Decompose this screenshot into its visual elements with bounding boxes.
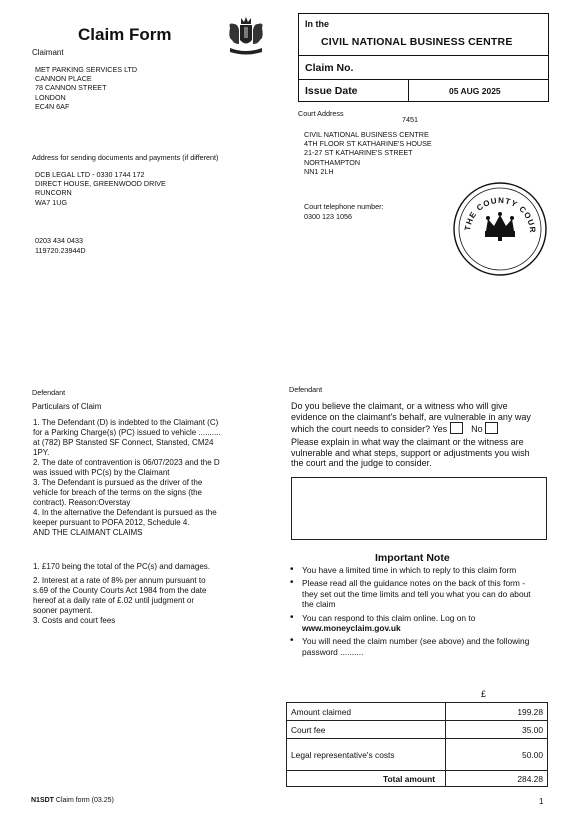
particulars-paragraph: 4. In the alternative the Defendant is pursued as the keeper pursuant to POFA 2012, Schedule 4. — [33, 508, 217, 527]
page-number: 1 — [539, 797, 544, 806]
particulars-paragraph: 3. The Defendant is pursued as the driver of the vehicle for breach of the terms on the signs (the contract). Reason:Overstay — [33, 478, 203, 507]
claimant-line: CANNON PLACE — [35, 74, 92, 84]
docs-address-line: DIRECT HOUSE, GREENWOOD DRIVE — [35, 179, 166, 189]
vulnerability-question — [291, 401, 541, 435]
yes-checkbox[interactable] — [450, 422, 463, 434]
vulnerability-explanation-box[interactable] — [291, 477, 547, 540]
vulnerability-question-text: Do you believe the claimant, or a witness who will give evidence on the claimant's behalf, are vulnerable in any way which the court needs to consider? — [291, 401, 531, 435]
footer-form-id — [31, 797, 114, 804]
right-defendant-label: Defendant — [289, 385, 323, 394]
amount-label: Court fee — [287, 721, 446, 739]
issue-date-label: Issue Date — [305, 85, 358, 97]
claim-item: 2. Interest at a rate of 8% per annum pursuant to s.69 of the County Courts Act 1984 from the date hereof at a daily rate of £.02 until judgment or sooner payment. — [33, 576, 207, 615]
court-header-box — [298, 13, 549, 102]
footer-form-code: N1SDT — [31, 797, 54, 804]
court-address-line: CIVIL NATIONAL BUSINESS CENTRE — [304, 130, 429, 139]
amount-label: Total amount — [287, 771, 446, 787]
claim-item: 3. Costs and court fees — [33, 616, 116, 625]
docs-address-label: Address for sending documents and payments (if different) — [32, 153, 219, 162]
amount-label: Legal representative's costs — [287, 739, 446, 771]
note-item: • You have a limited time in which to reply to this claim form — [290, 565, 542, 575]
docs-reference: 119720.23944D — [35, 246, 86, 255]
court-address-line: NN1 2LH — [304, 166, 334, 176]
particulars-label: Particulars of Claim — [32, 402, 102, 411]
claim-item: 1. £170 being the total of the PC(s) and damages. — [33, 562, 211, 571]
no-checkbox[interactable] — [485, 422, 498, 434]
court-phone: 0300 123 1056 — [304, 212, 352, 221]
amount-label: Amount claimed — [287, 703, 446, 721]
note-item: • You can respond to this claim online. Log on to www.moneyclaim.gov.uk — [290, 613, 542, 634]
court-address-line: 21-27 ST KATHARINE'S STREET — [304, 148, 413, 158]
moneyclaim-link[interactable]: www.moneyclaim.gov.uk — [302, 623, 401, 634]
note-item: • Please read all the guidance notes on the back of this form - they set out the time limits and tell you what you can do about the claim — [290, 578, 542, 609]
yes-label: Yes — [432, 424, 448, 435]
docs-address — [35, 170, 166, 207]
important-note-list — [290, 565, 542, 660]
footer-form-name: Claim form (03.25) — [55, 797, 114, 804]
amount-value: 50.00 — [446, 739, 548, 771]
claimant-label: Claimant — [32, 48, 64, 57]
claimant-line: EC4N 6AF — [35, 101, 70, 111]
amount-value: 284.28 — [446, 771, 548, 787]
court-address-line: 4TH FLOOR ST KATHARINE'S HOUSE — [304, 139, 432, 149]
docs-address-line: RUNCORN — [35, 188, 72, 198]
important-note-title: Important Note — [375, 552, 450, 564]
seal-text: THE COUNTY COUR — [463, 195, 538, 234]
claimant-line: LONDON — [35, 92, 66, 102]
currency-symbol: £ — [481, 689, 487, 699]
amount-value: 35.00 — [446, 721, 548, 739]
vulnerability-explain: Please explain in what way the claimant or the witness are vulnerable and what steps, support or adjustments you wish the court and the judge to consider. — [291, 437, 530, 469]
table-row — [287, 739, 548, 771]
table-row — [287, 721, 548, 739]
claimant-address — [35, 65, 137, 111]
court-name: CIVIL NATIONAL BUSINESS CENTRE — [321, 36, 513, 48]
particulars-body — [33, 418, 221, 538]
table-row — [287, 771, 548, 787]
in-the-label: In the — [305, 19, 329, 29]
county-court-seal-icon — [452, 181, 548, 277]
docs-address-line: DCB LEGAL LTD - 0330 1744 172 — [35, 170, 145, 179]
particulars-paragraph: 1. The Defendant (D) is indebted to the Claimant (C) for a Parking Charge(s) (PC) issued to vehicle .......... at (782) BP Stansted SF Connect, Stansted, CM24 1PY. — [33, 418, 221, 457]
court-code: 7451 — [402, 115, 418, 124]
claims-list — [33, 562, 211, 626]
table-row — [287, 703, 548, 721]
court-address — [304, 130, 432, 176]
court-address-label: Court Address — [298, 109, 344, 118]
defendant-label: Defendant — [32, 388, 66, 397]
issue-date-value: 05 AUG 2025 — [449, 86, 501, 96]
form-title: Claim Form — [78, 25, 172, 44]
claimant-line: MET PARKING SERVICES LTD — [35, 65, 138, 74]
amount-value: 199.28 — [446, 703, 548, 721]
court-phone-label: Court telephone number: — [304, 202, 384, 211]
note-item: • You will need the claim number (see above) and the following password .......... — [290, 636, 542, 657]
no-label: No — [471, 424, 483, 435]
claimant-line: 78 CANNON STREET — [35, 83, 107, 93]
royal-coat-of-arms-icon — [226, 14, 266, 58]
particulars-paragraph: 2. The date of contravention is 06/07/2023 and the D was issued with PC(s) by the Claimant — [33, 458, 220, 477]
docs-phone: 0203 434 0433 — [35, 236, 83, 245]
particulars-paragraph: AND THE CLAIMANT CLAIMS — [33, 528, 143, 537]
docs-address-line: WA7 1UG — [35, 197, 68, 207]
amounts-table — [286, 702, 548, 787]
claim-no-label: Claim No. — [305, 62, 354, 74]
court-address-line: NORTHAMPTON — [304, 157, 361, 167]
